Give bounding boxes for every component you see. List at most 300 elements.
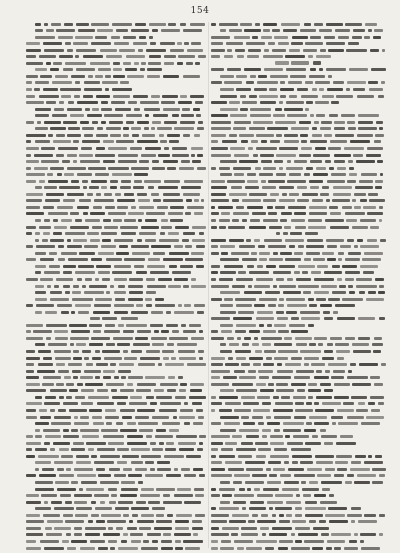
ink-word-mark (156, 514, 164, 517)
ink-word-mark (181, 186, 201, 189)
text-line (211, 145, 386, 151)
ink-word-mark (337, 468, 347, 471)
ink-word-mark (80, 429, 99, 432)
text-line (211, 132, 386, 138)
ink-word-mark (321, 481, 342, 484)
ink-word-mark (139, 232, 156, 235)
text-line (26, 47, 206, 53)
ink-word-mark (325, 468, 336, 471)
ink-word-mark (268, 304, 276, 307)
ink-word-mark (123, 134, 129, 137)
ink-word-mark (315, 81, 331, 84)
ink-word-mark (230, 147, 245, 150)
ink-word-mark (152, 29, 157, 32)
ink-word-mark (322, 357, 334, 360)
ink-word-mark (348, 160, 353, 163)
ink-word-mark (261, 180, 266, 183)
text-line (211, 466, 386, 472)
ink-word-mark (249, 226, 266, 229)
ink-word-mark (233, 212, 249, 215)
ink-word-mark (285, 239, 304, 242)
ink-word-mark (196, 245, 205, 248)
ink-word-mark (84, 370, 101, 373)
ink-word-mark (197, 154, 203, 157)
ink-word-mark (211, 409, 215, 412)
text-line (26, 73, 206, 79)
ink-word-mark (363, 271, 374, 274)
ink-word-mark (90, 212, 105, 215)
ink-word-mark (236, 304, 251, 307)
ink-word-mark (379, 533, 383, 536)
ink-word-mark (95, 154, 115, 157)
ink-word-mark (294, 160, 307, 163)
text-line (26, 466, 206, 472)
ink-word-mark (320, 501, 337, 504)
ink-word-mark (211, 55, 220, 58)
ink-word-mark (296, 343, 307, 346)
ink-word-mark (369, 88, 383, 91)
ink-word-mark (256, 383, 266, 386)
ink-word-mark (149, 55, 161, 58)
ink-word-mark (47, 285, 51, 288)
ink-word-mark (95, 173, 109, 176)
ink-word-mark (211, 337, 224, 340)
ink-word-mark (234, 173, 244, 176)
ink-word-mark (150, 271, 169, 274)
ink-word-mark (34, 154, 53, 157)
text-line (26, 145, 206, 151)
ink-word-mark (262, 429, 271, 432)
ink-word-mark (190, 383, 204, 386)
ink-word-mark (180, 23, 187, 26)
ink-word-mark (116, 140, 134, 143)
ink-word-mark (254, 337, 258, 340)
ink-word-mark (331, 101, 339, 104)
ink-word-mark (194, 304, 205, 307)
ink-word-mark (106, 422, 112, 425)
ink-word-mark (276, 232, 280, 236)
ink-word-mark (211, 127, 231, 130)
ink-word-mark (35, 108, 51, 111)
ink-word-mark (370, 396, 384, 399)
text-line (211, 440, 386, 446)
ink-word-mark (93, 422, 104, 425)
ink-word-mark (89, 343, 103, 346)
ink-word-mark (112, 88, 132, 91)
ink-word-mark (169, 140, 178, 143)
ink-word-mark (153, 252, 165, 255)
ink-word-mark (39, 409, 47, 412)
ink-word-mark (329, 494, 335, 497)
ink-word-mark (71, 180, 79, 183)
ink-word-mark (220, 173, 232, 176)
ink-word-mark (273, 252, 278, 255)
ink-word-mark (35, 422, 49, 425)
ink-word-mark (35, 429, 40, 432)
ink-word-mark (339, 285, 346, 288)
ink-word-mark (211, 533, 229, 536)
ink-word-mark (183, 29, 202, 32)
ink-word-mark (375, 180, 383, 183)
ink-word-mark (288, 81, 302, 84)
ink-word-mark (176, 514, 193, 517)
ink-word-mark (58, 258, 65, 261)
ink-word-mark (338, 422, 358, 425)
ink-word-mark (233, 167, 252, 170)
ink-word-mark (162, 95, 178, 98)
ink-word-mark (145, 376, 165, 379)
ink-word-mark (89, 409, 102, 412)
ink-word-mark (233, 481, 242, 484)
text-line (26, 335, 206, 341)
text-line (26, 460, 206, 466)
text-line (211, 480, 386, 486)
ink-word-mark (128, 376, 143, 379)
ink-word-mark (26, 232, 32, 235)
ink-word-mark (322, 252, 335, 255)
ink-word-mark (131, 29, 149, 32)
ink-word-mark (241, 396, 255, 399)
ink-word-mark (33, 330, 51, 333)
ink-word-mark (291, 547, 310, 550)
ink-word-mark (360, 265, 378, 268)
ink-word-mark (185, 245, 192, 248)
ink-word-mark (195, 494, 203, 497)
ink-word-mark (113, 219, 122, 222)
ink-word-mark (54, 527, 71, 530)
ink-word-mark (356, 278, 372, 281)
ink-word-mark (322, 186, 329, 189)
text-line (211, 244, 386, 250)
ink-word-mark (180, 121, 195, 124)
ink-word-mark (43, 357, 52, 360)
ink-word-mark (108, 212, 125, 215)
text-line (211, 290, 386, 296)
ink-word-mark (324, 389, 333, 392)
ink-word-mark (302, 488, 319, 491)
ink-word-mark (258, 448, 271, 451)
ink-word-mark (196, 409, 203, 412)
ink-word-mark (328, 298, 340, 301)
ink-word-mark (248, 49, 261, 52)
ink-word-mark (124, 219, 135, 222)
ink-word-mark (136, 271, 147, 274)
text-line (211, 93, 386, 99)
ink-word-mark (294, 474, 315, 477)
ink-word-mark (365, 23, 378, 26)
ink-word-mark (26, 42, 40, 45)
ink-word-mark (82, 350, 91, 353)
ink-word-mark (26, 409, 36, 412)
ink-word-mark (279, 514, 283, 517)
text-line (26, 512, 206, 518)
ink-word-mark (118, 285, 125, 288)
text-line (26, 224, 206, 230)
ink-word-mark (352, 199, 356, 202)
ink-word-mark (352, 36, 361, 39)
ink-word-mark (336, 455, 352, 458)
ink-word-mark (83, 212, 88, 215)
ink-word-mark (211, 520, 227, 523)
ink-word-mark (299, 154, 311, 157)
ink-word-mark (338, 252, 344, 255)
ink-word-mark (319, 88, 324, 91)
ink-word-mark (184, 501, 201, 504)
ink-word-mark (73, 160, 77, 163)
ink-word-mark (124, 357, 137, 360)
ink-word-mark (108, 540, 118, 543)
ink-word-mark (57, 304, 72, 307)
ink-word-mark (123, 330, 134, 333)
ink-word-mark (54, 108, 64, 111)
ink-word-mark (150, 324, 163, 327)
text-line (211, 276, 386, 282)
ink-word-mark (309, 416, 327, 419)
ink-word-mark (309, 520, 317, 523)
ink-word-mark (54, 350, 71, 353)
ink-word-mark (35, 239, 39, 242)
ink-word-mark (270, 75, 288, 78)
ink-word-mark (246, 435, 260, 438)
text-line (26, 349, 206, 355)
text-line (26, 538, 206, 544)
ink-word-mark (118, 370, 131, 373)
ink-word-mark (361, 173, 377, 176)
ink-word-mark (287, 278, 293, 281)
ink-word-mark (75, 304, 91, 307)
ink-word-mark (166, 474, 181, 477)
ink-word-mark (198, 350, 204, 353)
ink-word-mark (248, 285, 252, 288)
left-text-column (26, 21, 206, 551)
ink-word-mark (310, 114, 314, 117)
ink-word-mark (103, 533, 120, 536)
ink-word-mark (374, 140, 381, 143)
ink-word-mark (297, 88, 309, 91)
text-line (26, 493, 206, 499)
ink-word-mark (139, 429, 153, 432)
ink-word-mark (286, 501, 302, 504)
ink-word-mark (174, 533, 191, 536)
ink-word-mark (76, 68, 96, 71)
ink-word-mark (54, 461, 73, 464)
ink-word-mark (309, 481, 319, 484)
ink-word-mark (180, 95, 187, 98)
ink-word-mark (321, 435, 337, 438)
ink-word-mark (211, 298, 222, 301)
ink-word-mark (305, 507, 326, 510)
ink-word-mark (230, 114, 247, 117)
ink-word-mark (294, 416, 307, 419)
ink-word-mark (270, 140, 280, 143)
ink-word-mark (219, 219, 230, 222)
ink-word-mark (247, 488, 251, 491)
ink-word-mark (251, 140, 258, 143)
ink-word-mark (292, 455, 312, 458)
ink-word-mark (211, 442, 223, 445)
ink-word-mark (224, 422, 240, 425)
ink-word-mark (96, 520, 105, 523)
ink-word-mark (103, 140, 114, 143)
ink-word-mark (63, 514, 73, 517)
ink-word-mark (272, 527, 291, 530)
ink-word-mark (146, 291, 156, 294)
ink-word-mark (102, 81, 118, 84)
ink-word-mark (309, 206, 327, 209)
ink-word-mark (26, 389, 46, 392)
ink-word-mark (313, 154, 330, 157)
ink-word-mark (247, 180, 258, 183)
ink-word-mark (305, 442, 320, 445)
ink-word-mark (284, 337, 291, 340)
ink-word-mark (167, 167, 176, 170)
ink-word-mark (354, 245, 358, 248)
text-line (211, 519, 386, 525)
text-line (26, 368, 206, 374)
ink-word-mark (368, 29, 372, 32)
ink-word-mark (244, 291, 263, 294)
ink-word-mark (226, 42, 244, 45)
ink-word-mark (128, 285, 143, 288)
ink-word-mark (234, 154, 249, 157)
ink-word-mark (259, 324, 264, 327)
ink-word-mark (290, 232, 302, 236)
ink-word-mark (220, 350, 232, 353)
ink-word-mark (98, 68, 110, 71)
text-line (211, 126, 386, 132)
ink-word-mark (113, 62, 119, 65)
ink-word-mark (163, 357, 168, 360)
text-line (211, 322, 386, 328)
ink-word-mark (306, 167, 313, 170)
ink-word-mark (26, 337, 43, 340)
text-line (26, 93, 206, 99)
ink-word-mark (78, 311, 89, 314)
text-line (211, 375, 386, 381)
ink-word-mark (285, 258, 301, 261)
ink-word-mark (241, 140, 249, 143)
ink-word-mark (220, 271, 235, 274)
ink-word-mark (178, 304, 182, 307)
ink-word-mark (321, 285, 337, 288)
text-line (211, 41, 386, 47)
ink-word-mark (196, 265, 203, 268)
ink-word-mark (84, 245, 98, 248)
ink-word-mark (167, 343, 175, 346)
ink-word-mark (177, 488, 190, 491)
ink-word-mark (59, 186, 80, 189)
ink-word-mark (345, 258, 360, 261)
ink-word-mark (268, 245, 286, 248)
ink-word-mark (347, 416, 364, 419)
ink-word-mark (292, 461, 298, 464)
ink-word-mark (67, 193, 83, 196)
ink-word-mark (35, 127, 48, 130)
ink-word-mark (58, 36, 73, 39)
ink-word-mark (80, 121, 89, 124)
ink-word-mark (145, 474, 163, 477)
ink-word-mark (45, 199, 60, 202)
ink-word-mark (279, 285, 296, 288)
ink-word-mark (81, 402, 93, 405)
ink-word-mark (83, 186, 87, 189)
ink-word-mark (132, 514, 138, 517)
ink-word-mark (26, 160, 39, 163)
ink-word-mark (358, 127, 376, 130)
ink-word-mark (152, 416, 170, 419)
ink-word-mark (37, 370, 55, 373)
ink-word-mark (63, 68, 73, 71)
ink-word-mark (84, 88, 102, 91)
ink-word-mark (275, 206, 285, 209)
text-line (26, 283, 206, 289)
ink-word-mark (361, 547, 381, 550)
text-line (26, 211, 206, 217)
ink-word-mark (243, 402, 259, 405)
ink-word-mark (239, 488, 245, 491)
ink-word-mark (289, 245, 295, 248)
ink-word-mark (112, 271, 132, 274)
ink-word-mark (283, 422, 304, 425)
ink-word-mark (239, 160, 258, 163)
ink-word-mark (117, 402, 126, 405)
ink-word-mark (263, 219, 278, 222)
ink-word-mark (298, 285, 319, 288)
ink-word-mark (26, 357, 40, 360)
text-line (211, 460, 386, 466)
ink-word-mark (73, 376, 78, 379)
ink-word-mark (372, 343, 383, 346)
ink-word-mark (380, 173, 383, 176)
text-line (211, 349, 386, 355)
ink-word-mark (121, 317, 139, 321)
ink-word-mark (138, 219, 143, 222)
ink-word-mark (74, 533, 82, 536)
ink-word-mark (326, 547, 332, 550)
ink-word-mark (334, 127, 345, 130)
ink-word-mark (147, 75, 160, 78)
ink-word-mark (375, 278, 383, 281)
ink-word-mark (45, 527, 52, 530)
ink-word-mark (235, 49, 245, 52)
ink-word-mark (338, 36, 349, 39)
ink-word-mark (273, 114, 285, 117)
ink-word-mark (42, 468, 54, 471)
ink-word-mark (121, 488, 138, 491)
ink-word-mark (74, 95, 80, 98)
ink-word-mark (39, 226, 51, 229)
ink-word-mark (326, 199, 330, 202)
ink-word-mark (154, 389, 165, 392)
ink-word-mark (250, 108, 271, 111)
ink-word-mark (157, 468, 171, 471)
ink-word-mark (53, 442, 70, 445)
ink-word-mark (65, 232, 85, 235)
ink-word-mark (52, 114, 67, 117)
ink-word-mark (189, 324, 201, 327)
ink-word-mark (101, 245, 115, 248)
ink-word-mark (163, 108, 180, 111)
ink-word-mark (75, 55, 80, 58)
ink-word-mark (273, 409, 293, 412)
ink-word-mark (50, 167, 64, 170)
ink-word-mark (267, 422, 280, 425)
ink-word-mark (224, 55, 234, 58)
ink-word-mark (211, 140, 218, 143)
ink-word-mark (291, 448, 311, 451)
ink-word-mark (137, 140, 157, 143)
text-line (26, 237, 206, 243)
